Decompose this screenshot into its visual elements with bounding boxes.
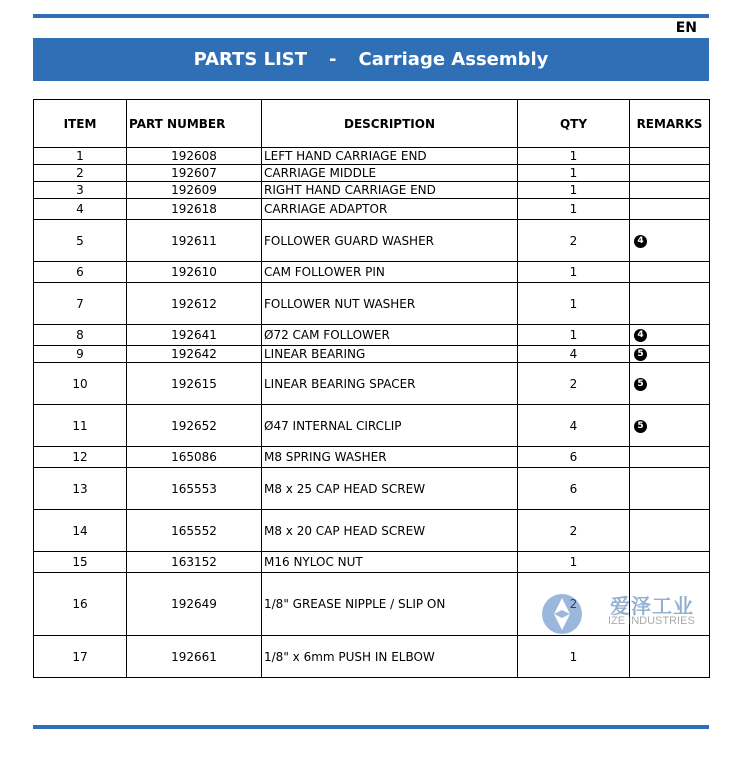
col-part-number: PART NUMBER — [127, 100, 262, 148]
qty-cell: 1 — [518, 148, 630, 165]
remarks-cell — [630, 220, 710, 262]
qty-cell: 1 — [518, 325, 630, 346]
table-row — [34, 405, 710, 447]
remark-badge: 5 — [634, 378, 647, 391]
description-cell: Ø72 CAM FOLLOWER — [262, 325, 518, 346]
remarks-cell — [630, 346, 710, 363]
table-row — [34, 220, 710, 262]
qty-cell: 1 — [518, 283, 630, 325]
qty-cell: 1 — [518, 636, 630, 678]
item-cell: 9 — [34, 346, 127, 363]
item-cell: 13 — [34, 468, 127, 510]
description-cell: M8 x 20 CAP HEAD SCREW — [262, 510, 518, 552]
table-row — [34, 182, 710, 199]
table-row — [34, 346, 710, 363]
item-cell: 2 — [34, 165, 127, 182]
table-row — [34, 552, 710, 573]
item-cell: 15 — [34, 552, 127, 573]
remarks-cell — [630, 182, 710, 199]
table-row — [34, 262, 710, 283]
item-cell: 10 — [34, 363, 127, 405]
part-number-cell: 192641 — [127, 325, 262, 346]
description-cell: LINEAR BEARING SPACER — [262, 363, 518, 405]
remarks-cell — [630, 283, 710, 325]
description-cell: FOLLOWER NUT WASHER — [262, 283, 518, 325]
remarks-cell — [630, 468, 710, 510]
table-row — [34, 447, 710, 468]
remarks-cell — [630, 447, 710, 468]
remarks-cell — [630, 636, 710, 678]
watermark-en: IZE INDUSTRIES — [608, 615, 695, 627]
qty-cell: 4 — [518, 405, 630, 447]
item-cell: 17 — [34, 636, 127, 678]
remarks-cell — [630, 510, 710, 552]
description-cell: Ø47 INTERNAL CIRCLIP — [262, 405, 518, 447]
part-number-cell: 192607 — [127, 165, 262, 182]
description-cell: 1/8" x 6mm PUSH IN ELBOW — [262, 636, 518, 678]
qty-cell: 2 — [518, 363, 630, 405]
qty-cell: 2 — [518, 220, 630, 262]
remark-badge: 5 — [634, 420, 647, 433]
item-cell: 4 — [34, 199, 127, 220]
part-number-cell: 165553 — [127, 468, 262, 510]
table-row — [34, 199, 710, 220]
remarks-cell — [630, 199, 710, 220]
item-cell: 16 — [34, 573, 127, 636]
qty-cell: 2 — [518, 510, 630, 552]
item-cell: 3 — [34, 182, 127, 199]
qty-cell: 1 — [518, 182, 630, 199]
table-row — [34, 636, 710, 678]
table-row — [34, 363, 710, 405]
item-cell: 7 — [34, 283, 127, 325]
part-number-cell: 192608 — [127, 148, 262, 165]
col-remarks: REMARKS — [630, 100, 710, 148]
top-rule — [33, 14, 709, 18]
description-cell: LINEAR BEARING — [262, 346, 518, 363]
part-number-cell: 192611 — [127, 220, 262, 262]
title-left: PARTS LIST — [193, 49, 308, 70]
remark-badge: 4 — [634, 235, 647, 248]
watermark-cn: 爱泽工业 — [610, 594, 694, 618]
table-row — [34, 468, 710, 510]
col-qty: QTY — [518, 100, 630, 148]
table-header-row — [34, 100, 710, 148]
item-cell: 14 — [34, 510, 127, 552]
language-label: EN — [675, 20, 697, 36]
part-number-cell: 192610 — [127, 262, 262, 283]
page-title — [33, 38, 709, 81]
qty-cell: 6 — [518, 447, 630, 468]
description-cell: M16 NYLOC NUT — [262, 552, 518, 573]
item-cell: 6 — [34, 262, 127, 283]
part-number-cell: 163152 — [127, 552, 262, 573]
item-cell: 1 — [34, 148, 127, 165]
col-item: ITEM — [34, 100, 127, 148]
remark-badge: 5 — [634, 348, 647, 361]
part-number-cell: 192649 — [127, 573, 262, 636]
part-number-cell: 192652 — [127, 405, 262, 447]
description-cell: CARRIAGE MIDDLE — [262, 165, 518, 182]
description-cell: 1/8" GREASE NIPPLE / SLIP ON — [262, 573, 518, 636]
description-cell: FOLLOWER GUARD WASHER — [262, 220, 518, 262]
qty-cell: 1 — [518, 262, 630, 283]
remarks-cell — [630, 148, 710, 165]
description-cell: LEFT HAND CARRIAGE END — [262, 148, 518, 165]
remarks-cell — [630, 405, 710, 447]
watermark — [540, 588, 710, 638]
title-separator: - — [329, 49, 337, 70]
description-cell: CARRIAGE ADAPTOR — [262, 199, 518, 220]
qty-cell: 1 — [518, 552, 630, 573]
remarks-cell — [630, 262, 710, 283]
watermark-logo-icon — [540, 592, 584, 636]
item-cell: 8 — [34, 325, 127, 346]
remarks-cell — [630, 363, 710, 405]
description-cell: M8 SPRING WASHER — [262, 447, 518, 468]
table-row — [34, 165, 710, 182]
table-row — [34, 325, 710, 346]
table-row — [34, 510, 710, 552]
remarks-cell — [630, 552, 710, 573]
part-number-cell: 192661 — [127, 636, 262, 678]
description-cell: CAM FOLLOWER PIN — [262, 262, 518, 283]
table-row — [34, 148, 710, 165]
description-cell: RIGHT HAND CARRIAGE END — [262, 182, 518, 199]
title-right: Carriage Assembly — [358, 49, 549, 70]
remarks-cell — [630, 325, 710, 346]
description-cell: M8 x 25 CAP HEAD SCREW — [262, 468, 518, 510]
item-cell: 5 — [34, 220, 127, 262]
qty-cell: 6 — [518, 468, 630, 510]
table-row — [34, 283, 710, 325]
item-cell: 11 — [34, 405, 127, 447]
part-number-cell: 192618 — [127, 199, 262, 220]
part-number-cell: 165086 — [127, 447, 262, 468]
item-cell: 12 — [34, 447, 127, 468]
part-number-cell: 192612 — [127, 283, 262, 325]
qty-cell: 1 — [518, 199, 630, 220]
remark-badge: 4 — [634, 329, 647, 342]
part-number-cell: 192642 — [127, 346, 262, 363]
qty-cell: 1 — [518, 165, 630, 182]
qty-cell: 4 — [518, 346, 630, 363]
part-number-cell: 165552 — [127, 510, 262, 552]
col-description: DESCRIPTION — [262, 100, 518, 148]
part-number-cell: 192615 — [127, 363, 262, 405]
part-number-cell: 192609 — [127, 182, 262, 199]
remarks-cell — [630, 165, 710, 182]
bottom-rule — [33, 725, 709, 729]
